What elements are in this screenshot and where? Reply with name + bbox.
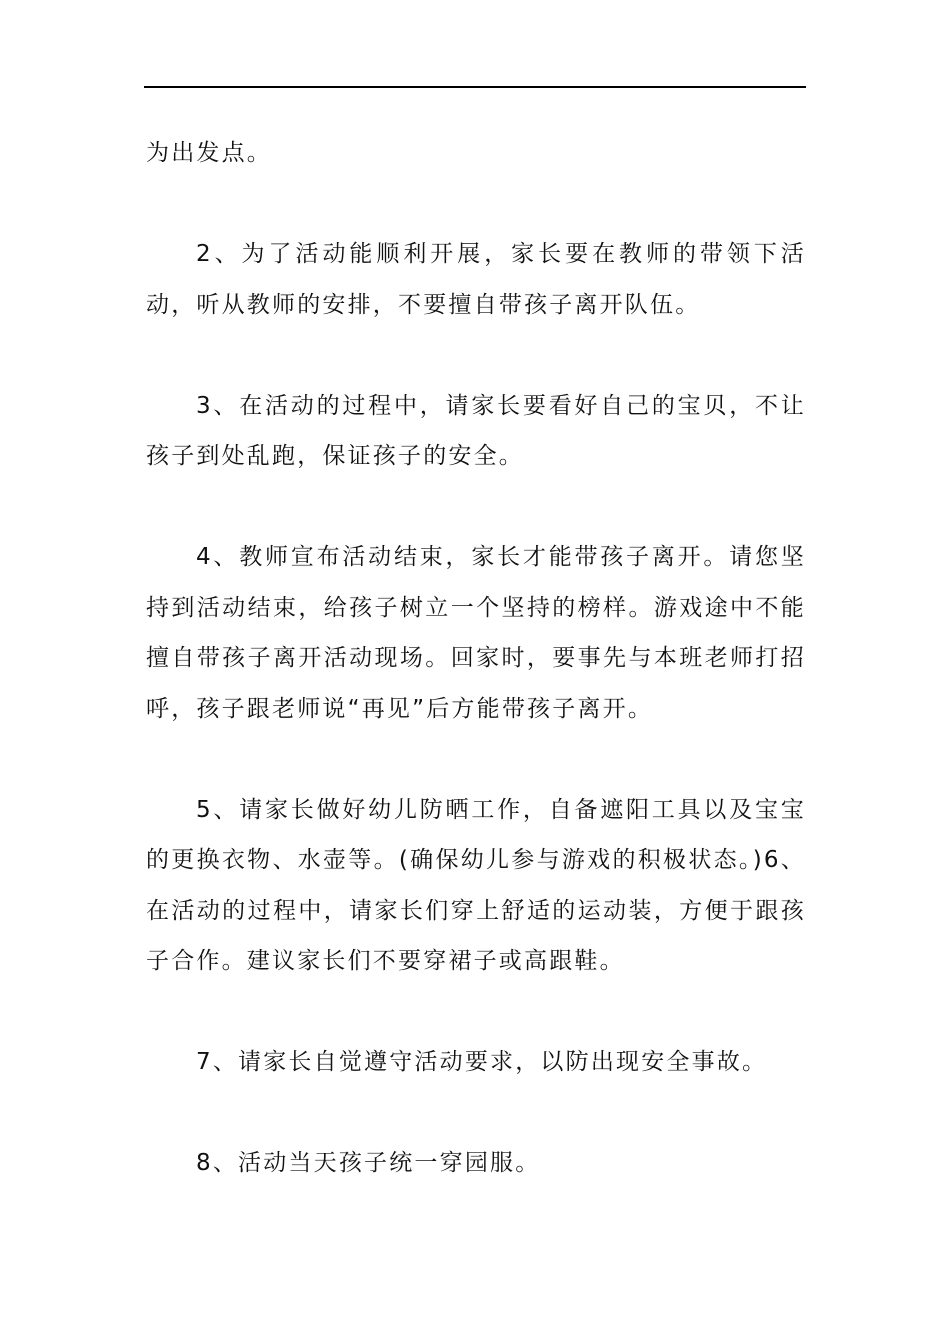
paragraph-item-7: 7、请家长自觉遵守活动要求，以防出现安全事故。 <box>196 1049 768 1075</box>
paragraph-item-8: 8、活动当天孩子统一穿园服。 <box>196 1150 541 1176</box>
paragraph-continuation: 为出发点。 <box>146 140 272 166</box>
paragraph-item-5-6: 5、请家长做好幼儿防晒工作，自备遮阳工具以及宝宝的更换衣物、水壶等。(确保幼儿参与游戏的积极状态。)6、在活动的过程中，请家长们穿上舒适的运动装，方便于跟孩子合作。建议家长们不要穿裙子或高跟鞋。 <box>146 796 806 974</box>
document-body <box>146 128 806 1239</box>
header-rule <box>144 86 806 88</box>
paragraph-item-2: 2、为了活动能顺利开展，家长要在教师的带领下活动，听从教师的安排，不要擅自带孩子离开队伍。 <box>146 241 806 318</box>
paragraph-item-3: 3、在活动的过程中，请家长要看好自己的宝贝，不让孩子到处乱跑，保证孩子的安全。 <box>146 392 806 469</box>
paragraph-item-4: 4、教师宣布活动结束，家长才能带孩子离开。请您坚持到活动结束，给孩子树立一个坚持的榜样。游戏途中不能擅自带孩子离开活动现场。回家时，要事先与本班老师打招呼，孩子跟老师说“再见”后方能带孩子离开。 <box>146 544 806 722</box>
